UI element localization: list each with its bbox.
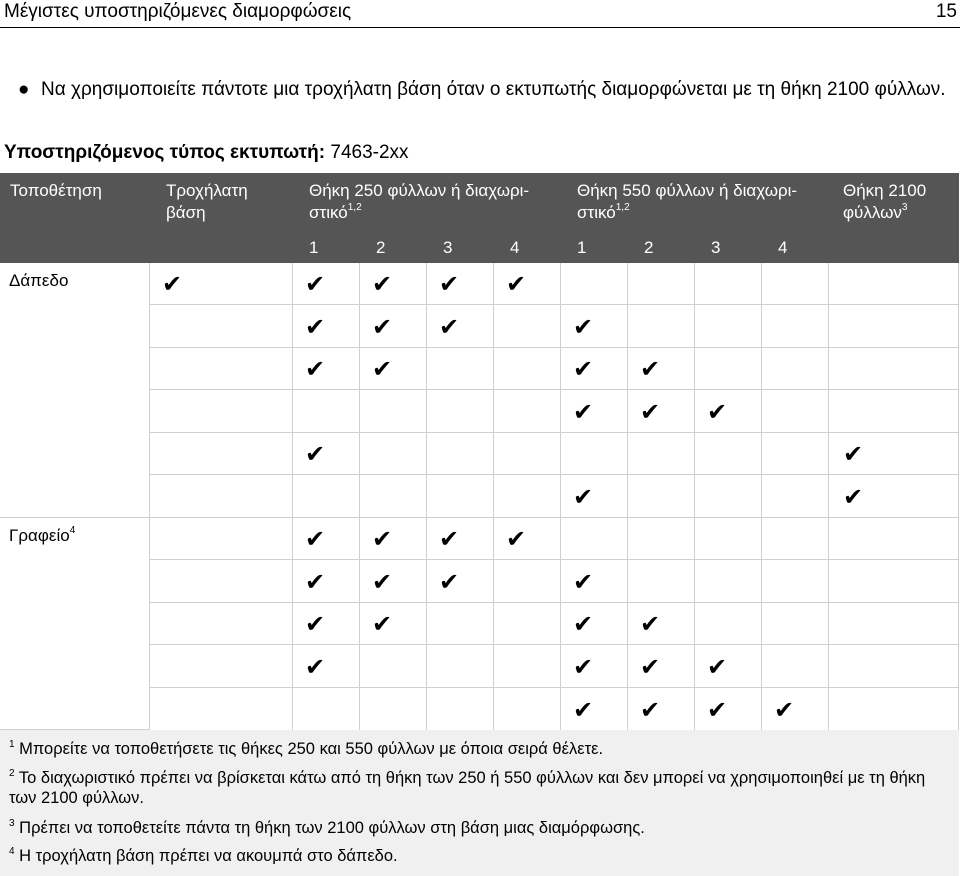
- tray550-cell: [695, 305, 762, 348]
- sub-header-250-3: 3: [443, 238, 453, 257]
- check-mark-icon: ✔: [707, 653, 728, 681]
- tray2100-cell: [829, 263, 959, 305]
- tray550-cell: [695, 560, 762, 603]
- check-mark-icon: ✔: [305, 313, 326, 341]
- check-mark-icon: ✔: [372, 313, 393, 341]
- check-mark-icon: ✔: [305, 568, 326, 596]
- caster-cell: [150, 688, 293, 731]
- tray2100-cell: [829, 390, 959, 433]
- tray550-cell: [628, 645, 695, 688]
- tray250-cell: [427, 475, 494, 518]
- footnote-4: [9, 846, 954, 866]
- sub-header-550-3: 3: [711, 238, 721, 257]
- tray550-cell: [561, 688, 628, 731]
- check-mark-icon: ✔: [573, 610, 594, 638]
- tray250-cell: [360, 305, 427, 348]
- footnote-1-num: 1: [9, 738, 15, 750]
- tray2100-cell: [829, 603, 959, 645]
- check-mark-icon: ✔: [305, 270, 326, 298]
- tray250-cell: [360, 433, 427, 475]
- col-header-tray250-text: Θήκη 250 φύλλων ή διαχωρι-στικό: [309, 181, 530, 222]
- col-header-tray2100-text: Θήκη 2100 φύλλων: [843, 181, 927, 222]
- check-mark-icon: ✔: [707, 398, 728, 426]
- tray550-cell: [561, 603, 628, 645]
- footnote-3: [9, 818, 954, 838]
- footnotes: [0, 730, 959, 876]
- tray550-cell: [628, 348, 695, 390]
- tray550-cell: [695, 475, 762, 518]
- footnote-2-num: 2: [9, 767, 15, 779]
- tray250-cell: [293, 305, 360, 348]
- tray2100-cell: [829, 433, 959, 475]
- supported-model-value: 7463-2xx: [330, 142, 409, 163]
- tray550-cell: [628, 263, 695, 305]
- tray250-cell: [293, 603, 360, 645]
- check-mark-icon: ✔: [640, 653, 661, 681]
- footnote-4-text: Η τροχήλατη βάση πρέπει να ακουμπά στο δάπεδο.: [19, 847, 398, 865]
- footnote-2: [9, 768, 954, 808]
- check-mark-icon: ✔: [305, 440, 326, 468]
- sub-header-550-4: 4: [778, 238, 788, 257]
- check-mark-icon: ✔: [305, 525, 326, 553]
- check-mark-icon: ✔: [305, 355, 326, 383]
- tray550-cell: [628, 688, 695, 731]
- check-mark-icon: ✔: [573, 483, 594, 511]
- tray2100-cell: [829, 560, 959, 603]
- tray550-cell: [561, 305, 628, 348]
- check-mark-icon: ✔: [305, 653, 326, 681]
- tray250-cell: [360, 603, 427, 645]
- tray250-cell: [360, 263, 427, 305]
- tray550-cell: [695, 433, 762, 475]
- check-mark-icon: ✔: [774, 696, 795, 724]
- tray250-cell: [494, 475, 561, 518]
- col-header-tray550-text: Θήκη 550 φύλλων ή διαχωρι-στικό: [577, 181, 798, 222]
- col-header-tray550: [577, 180, 827, 224]
- tray250-cell: [427, 305, 494, 348]
- tray550-cell: [628, 603, 695, 645]
- check-mark-icon: ✔: [573, 313, 594, 341]
- tray550-cell: [561, 560, 628, 603]
- tray250-cell: [427, 688, 494, 731]
- check-mark-icon: ✔: [843, 483, 864, 511]
- footnote-3-num: 3: [9, 817, 15, 829]
- tray2100-cell: [829, 518, 959, 560]
- footnote-1-text: Μπορείτε να τοποθετήσετε τις θήκες 250 και 550 φύλλων με όποια σειρά θέλετε.: [19, 740, 604, 758]
- check-mark-icon: ✔: [372, 525, 393, 553]
- tray250-cell: [494, 348, 561, 390]
- footnote-2-text: Το διαχωριστικό πρέπει να βρίσκεται κάτω από τη θήκη των 250 ή 550 φύλλων και δεν μπορεί να χρησιμοποιηθεί με τη θήκη των 2100 φύλλων.: [9, 769, 926, 807]
- sub-header-250-2: 2: [376, 238, 386, 257]
- tray550-cell: [561, 645, 628, 688]
- tray550-cell: [762, 348, 829, 390]
- caster-cell: [150, 263, 293, 305]
- tray250-cell: [427, 390, 494, 433]
- page-number: 15: [935, 1, 957, 22]
- check-mark-icon: ✔: [573, 355, 594, 383]
- placement-cell: [0, 518, 150, 730]
- check-mark-icon: ✔: [640, 398, 661, 426]
- tray550-cell: [762, 560, 829, 603]
- caster-cell: [150, 305, 293, 348]
- page-header: [0, 0, 960, 28]
- sub-header-550-1: 1: [577, 238, 587, 257]
- tray250-cell: [293, 390, 360, 433]
- col-header-tray250-sup: 1,2: [347, 202, 362, 214]
- check-mark-icon: ✔: [439, 270, 460, 298]
- col-header-tray2100-sup: 3: [901, 202, 908, 214]
- sub-header-250-1: 1: [309, 238, 319, 257]
- col-header-tray2100: [843, 180, 953, 224]
- check-mark-icon: ✔: [707, 696, 728, 724]
- supported-model-label: Υποστηριζόμενος τύπος εκτυπωτή:: [4, 142, 326, 163]
- col-header-tray550-sup: 1,2: [615, 202, 630, 214]
- footnote-4-num: 4: [9, 845, 15, 857]
- tray550-cell: [695, 645, 762, 688]
- tray2100-cell: [829, 688, 959, 731]
- tray550-cell: [762, 518, 829, 560]
- tray250-cell: [360, 688, 427, 731]
- check-mark-icon: ✔: [439, 525, 460, 553]
- tray250-cell: [293, 645, 360, 688]
- tray250-cell: [494, 518, 561, 560]
- tray550-cell: [762, 263, 829, 305]
- tray250-cell: [427, 603, 494, 645]
- footnote-3-text: Πρέπει να τοποθετείτε πάντα τη θήκη των 2100 φύλλων στη βάση μιας διαμόρφωσης.: [19, 819, 645, 837]
- tray550-cell: [628, 518, 695, 560]
- check-mark-icon: ✔: [573, 568, 594, 596]
- tray550-cell: [762, 433, 829, 475]
- tray250-cell: [360, 645, 427, 688]
- tray250-cell: [494, 603, 561, 645]
- tray250-cell: [494, 433, 561, 475]
- tray2100-cell: [829, 645, 959, 688]
- tray250-cell: [360, 560, 427, 603]
- tray550-cell: [561, 390, 628, 433]
- tray550-cell: [561, 263, 628, 305]
- sub-header-550-2: 2: [644, 238, 654, 257]
- tray2100-cell: [829, 348, 959, 390]
- tray250-cell: [494, 263, 561, 305]
- check-mark-icon: ✔: [640, 355, 661, 383]
- tray250-cell: [494, 560, 561, 603]
- tray550-cell: [695, 348, 762, 390]
- caster-cell: [150, 475, 293, 518]
- tray250-cell: [360, 348, 427, 390]
- tray550-cell: [762, 688, 829, 731]
- tray250-cell: [494, 390, 561, 433]
- tray550-cell: [628, 390, 695, 433]
- col-header-tray250: [309, 180, 559, 224]
- caster-cell: [150, 560, 293, 603]
- placement-label: Γραφείο$^4$: [9, 525, 76, 545]
- tray550-cell: [628, 560, 695, 603]
- page-title: Μέγιστες υποστηριζόμενες διαμορφώσεις: [4, 1, 352, 22]
- check-mark-icon: ✔: [506, 270, 527, 298]
- tray550-cell: [561, 518, 628, 560]
- tray250-cell: [427, 518, 494, 560]
- caster-cell: [150, 518, 293, 560]
- tray550-cell: [762, 645, 829, 688]
- tray550-cell: [695, 603, 762, 645]
- caster-cell: [150, 433, 293, 475]
- tray250-cell: [293, 263, 360, 305]
- col-header-caster: Τροχήλατη βάση: [166, 181, 248, 222]
- tray550-cell: [695, 390, 762, 433]
- check-mark-icon: ✔: [439, 313, 460, 341]
- tray550-cell: [561, 475, 628, 518]
- check-mark-icon: ✔: [162, 270, 183, 298]
- bullet-dot-icon: ●: [18, 79, 30, 100]
- check-mark-icon: ✔: [573, 653, 594, 681]
- tray250-cell: [494, 688, 561, 731]
- placement-cell: [0, 263, 150, 518]
- check-mark-icon: ✔: [372, 270, 393, 298]
- tray250-cell: [360, 518, 427, 560]
- config-table-body: [0, 263, 959, 730]
- tray250-cell: [293, 475, 360, 518]
- tray550-cell: [561, 433, 628, 475]
- check-mark-icon: ✔: [640, 610, 661, 638]
- check-mark-icon: ✔: [305, 610, 326, 638]
- tray550-cell: [628, 305, 695, 348]
- table-header: [0, 173, 959, 263]
- tray2100-cell: [829, 305, 959, 348]
- tray2100-cell: [829, 475, 959, 518]
- check-mark-icon: ✔: [372, 355, 393, 383]
- tray250-cell: [293, 560, 360, 603]
- check-mark-icon: ✔: [439, 568, 460, 596]
- tray250-cell: [293, 518, 360, 560]
- tray550-cell: [695, 688, 762, 731]
- caster-cell: [150, 645, 293, 688]
- check-mark-icon: ✔: [506, 525, 527, 553]
- tray250-cell: [427, 645, 494, 688]
- check-mark-icon: ✔: [372, 568, 393, 596]
- tray550-cell: [695, 518, 762, 560]
- tray250-cell: [427, 348, 494, 390]
- tray250-cell: [293, 433, 360, 475]
- tray550-cell: [762, 475, 829, 518]
- check-mark-icon: ✔: [843, 440, 864, 468]
- tray250-cell: [360, 475, 427, 518]
- tray550-cell: [762, 305, 829, 348]
- tray250-cell: [494, 645, 561, 688]
- caster-cell: [150, 603, 293, 645]
- caster-cell: [150, 348, 293, 390]
- check-mark-icon: ✔: [573, 398, 594, 426]
- tray250-cell: [427, 433, 494, 475]
- tray250-cell: [360, 390, 427, 433]
- tray250-cell: [427, 263, 494, 305]
- sub-header-250-4: 4: [510, 238, 520, 257]
- bullet-text: Να χρησιμοποιείτε πάντοτε μια τροχήλατη βάση όταν ο εκτυπωτής διαμορφώνεται με τη θήκη 2100 φύλλων.: [41, 79, 946, 100]
- tray550-cell: [561, 348, 628, 390]
- footnote-1: [9, 739, 954, 759]
- check-mark-icon: ✔: [573, 696, 594, 724]
- tray250-cell: [293, 688, 360, 731]
- placement-label: Δάπεδο: [9, 271, 69, 290]
- tray250-cell: [293, 348, 360, 390]
- check-mark-icon: ✔: [372, 610, 393, 638]
- col-header-placement: Τοποθέτηση: [10, 181, 102, 200]
- tray250-cell: [494, 305, 561, 348]
- caster-cell: [150, 390, 293, 433]
- supported-model: [4, 142, 409, 164]
- tray550-cell: [762, 603, 829, 645]
- tray550-cell: [762, 390, 829, 433]
- tray550-cell: [695, 263, 762, 305]
- tray250-cell: [427, 560, 494, 603]
- tray550-cell: [628, 475, 695, 518]
- tray550-cell: [628, 433, 695, 475]
- check-mark-icon: ✔: [640, 696, 661, 724]
